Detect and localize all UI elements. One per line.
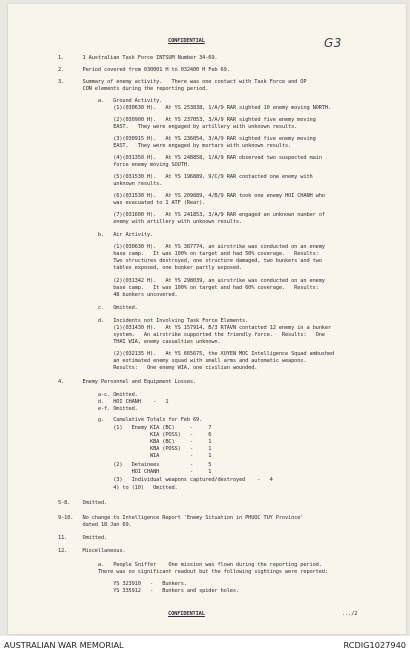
header-classification: CONFIDENTIAL (168, 38, 205, 44)
text-line: g. Cumulative Totals for Feb 69. (58, 417, 203, 423)
text-line: (7)(031600 H). At YS 241853, 3/A/9 RAR engaged an unknown number of (58, 212, 325, 218)
text-line: b. Air Activity. (58, 232, 154, 238)
text-line: system. An airstrike supported the friendly force. Results: One (58, 332, 325, 338)
text-line: was evacuated to 1 ATF (Rear). (58, 200, 206, 206)
text-line: 4. Enemy Personnel and Equipment Losses. (58, 379, 197, 385)
text-line: (2)(030900 H). At YS 237053, 3/A/9 RAR sighted five enemy moving (58, 117, 316, 123)
text-line: (2) Detainees - 5 (58, 462, 212, 468)
text-line: d. Incidents not Involving Task Force Elements. (58, 318, 249, 324)
text-line: (2)(031342 H). At YS 298039, an airstrike was conducted on an enemy (58, 278, 325, 284)
text-line: c. Omitted. (58, 305, 138, 311)
text-line: a. Ground Activity. (58, 98, 163, 104)
archive-reference-id: RCDIG1027940 (343, 640, 406, 650)
text-line: Results: One enemy WIA, one civilian wounded. (58, 365, 258, 371)
text-line: force enemy moving SOUTH. (58, 162, 190, 168)
text-line: 9-10. No change to Intelligence Report 'Enemy Situation in PHUOC TUY Province' (58, 515, 304, 521)
text-line: base camp. It was 100% on target and had 50% coverage. Results: (58, 251, 319, 257)
text-line: e-f. Omitted. (58, 406, 138, 412)
page-continuation-mark: .../2 (342, 611, 358, 617)
text-line: enemy with artillery with unknown results. (58, 219, 243, 225)
text-line: (6)(031530 H). At YS 209889, 4/B/9 RAR took one enemy HOI CHANH who (58, 193, 325, 199)
handwritten-folio-number: G3 (324, 36, 342, 50)
text-line: 12. Miscellaneous. (58, 548, 126, 554)
text-line: 5-8. Omitted. (58, 500, 108, 506)
text-line: (1)(030630 H). At YS 387774, an airstrike was conducted on an enemy (58, 244, 325, 250)
text-line: (4)(031350 H). At YS 248858, 1/A/9 RAR observed two suspected main (58, 155, 322, 161)
footer-classification: CONFIDENTIAL (168, 611, 205, 617)
text-line: a-c. Omitted. (58, 392, 138, 398)
text-line: (3)(030915 H). At YS 236054, 3/A/9 RAR sighted five enemy moving (58, 136, 316, 142)
text-line: WIA - 1 (58, 453, 212, 459)
text-line: 48 bunkers uncovered. (58, 292, 178, 298)
text-line: KBA (POSS) - 1 (58, 446, 212, 452)
text-line: unknown results. (58, 181, 163, 187)
text-line: a. People Sniffer One mission was flown during the reporting period. (58, 562, 322, 568)
archive-footer-bar (0, 636, 410, 654)
text-line: d. HOI CHANH - 1 (58, 399, 169, 405)
text-line: an estimated enemy squad with small arms and automatic weapons. (58, 358, 307, 364)
text-line: 2. Period covered from 030001 H to 032400 H Feb 69. (58, 67, 230, 73)
text-line: 1. 1 Australian Task Force INTSUM Number 34-69. (58, 55, 218, 61)
text-line: (2)(032135 H). At YS 665675, the XUYEN MOC Intelligence Squad ambushed (58, 351, 335, 357)
text-line: There was no significant readout but the following sightings were reported: (58, 569, 328, 575)
text-line: (1) Enemy KIA (BC) - 7 (58, 425, 212, 431)
text-line: CON elements during the reporting period. (58, 86, 209, 92)
text-line: KIA (POSS) - 6 (58, 432, 212, 438)
text-line: (1)(030630 H). At YS 253838, 1/A/9 RAR sighted 10 enemy moving NORTH. (58, 105, 331, 111)
archive-name: AUSTRALIAN WAR MEMORIAL (4, 640, 124, 650)
text-line: HOI CHANH - 1 (58, 469, 212, 475)
text-line: Two structures destroyed, one structure damaged, two bunkers and two (58, 258, 322, 264)
text-line: 3. Summary of enemy activity. There was one contact with Task Force and OP (58, 79, 307, 85)
text-line: EAST. They were engaged by mortars with unknown results. (58, 143, 292, 149)
text-line: THAI WIA, enemy casualties unknown. (58, 339, 221, 345)
text-line: tables exposed, one bunker partly exposed. (58, 265, 243, 271)
text-line: YS 323910 - Bunkers. (58, 581, 187, 587)
text-line: base camp. It was 100% on target and had 60% coverage. Results: (58, 285, 319, 291)
text-line: (3) Individual weapons captured/destroyed - 4 (58, 477, 273, 483)
text-line: (5)(031530 H). At YS 196889, 9/C/9 RAR contacted one enemy with (58, 174, 313, 180)
document-page (8, 4, 406, 634)
text-line: EAST. They were engaged by artillery with unknown results. (58, 124, 298, 130)
text-line: KBA (BC) - 1 (58, 439, 212, 445)
text-line: (1)(031430 H). At YS 157914, B/3 RTAVN contacted 12 enemy in a bunker (58, 325, 331, 331)
text-line: 4) to (10) Omitted. (58, 485, 178, 491)
text-line: 11. Omitted. (58, 535, 108, 541)
text-line: YS 335912 - Bunkers and spider holes. (58, 588, 239, 594)
text-line: dated 18 Jan 69. (58, 522, 132, 528)
